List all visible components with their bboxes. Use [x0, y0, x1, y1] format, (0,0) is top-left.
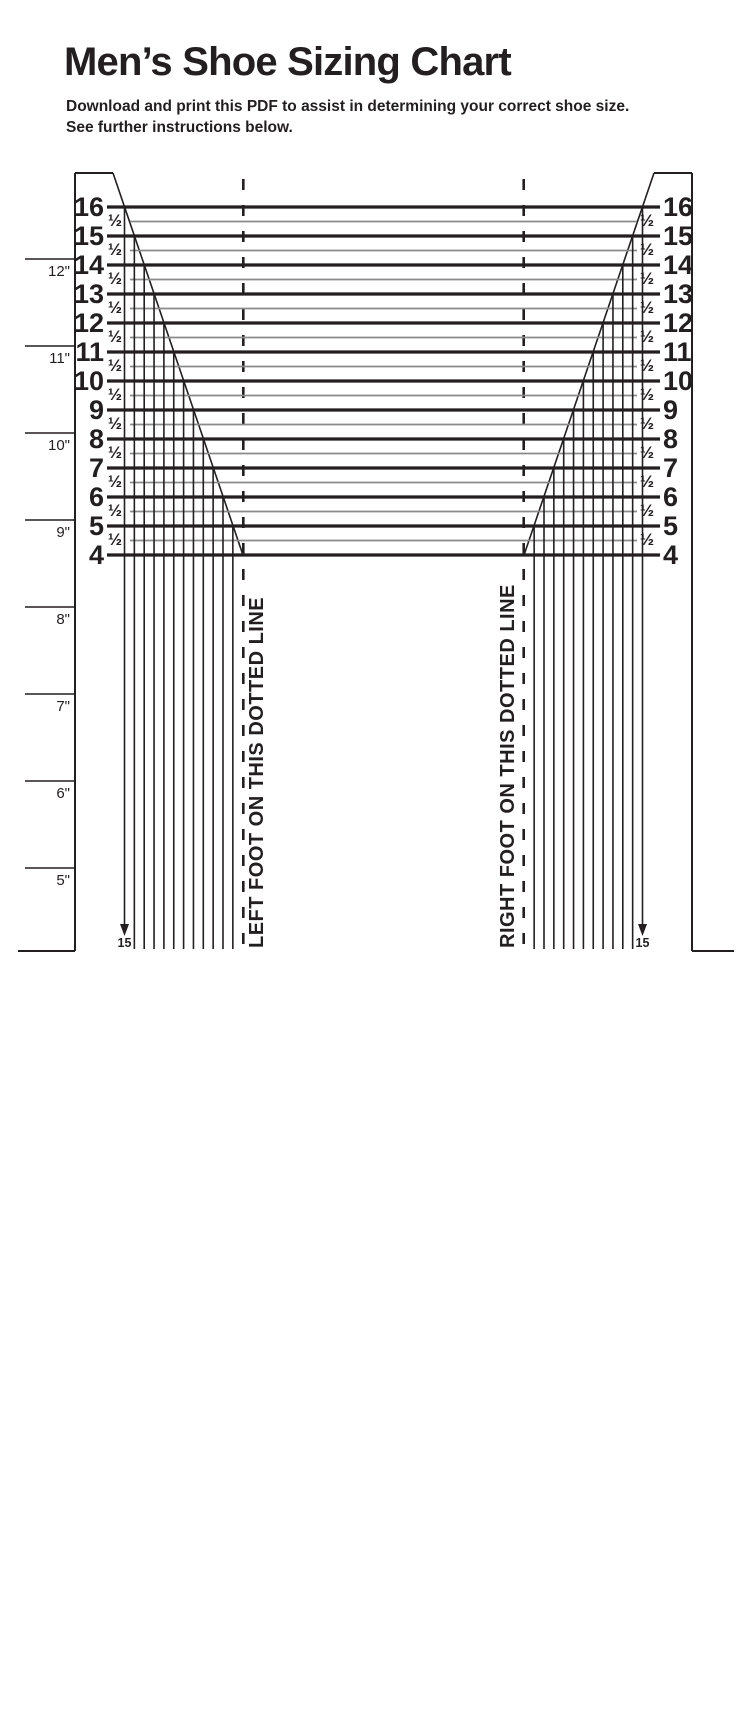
inch-label: 9"	[56, 524, 70, 541]
size-label-left: 7	[88, 453, 104, 483]
size-label-left: 9	[88, 395, 104, 425]
inch-label: 11"	[49, 350, 70, 367]
arrow-size-label: 15	[117, 936, 132, 950]
left-foot-dotted-line-label: LEFT FOOT ON THIS DOTTED LINE	[246, 596, 268, 948]
half-size-label-left: ½	[107, 500, 123, 520]
arrow-size-label: 15	[635, 936, 650, 950]
size-label-left: 14	[73, 250, 104, 280]
half-size-label-left: ½	[107, 297, 123, 317]
size-label-right: 8	[663, 424, 679, 454]
inch-label: 10"	[47, 437, 70, 454]
inch-label: 8"	[56, 611, 70, 628]
size-label-left: 6	[88, 482, 104, 512]
size-label-right: 6	[663, 482, 679, 512]
page-title: Men’s Shoe Sizing Chart	[64, 40, 511, 84]
half-size-label-right: ½	[639, 297, 655, 317]
size-label-right: 9	[663, 395, 679, 425]
half-size-label-left: ½	[107, 239, 123, 259]
size-label-right: 12	[663, 308, 694, 338]
size-label-left: 15	[73, 221, 104, 251]
size-label-left: 11	[75, 337, 104, 367]
half-size-label-right: ½	[639, 268, 655, 288]
size-label-right: 11	[663, 337, 692, 367]
half-size-label-right: ½	[639, 442, 655, 462]
size-label-right: 14	[663, 250, 694, 280]
size-label-left: 10	[73, 366, 104, 396]
size-label-right: 5	[663, 511, 679, 541]
size-label-right: 15	[663, 221, 694, 251]
half-size-label-left: ½	[107, 384, 123, 404]
size-label-left: 4	[88, 540, 104, 570]
half-size-label-left: ½	[107, 529, 123, 549]
size-label-left: 5	[88, 511, 104, 541]
half-size-label-left: ½	[107, 355, 123, 375]
half-size-label-right: ½	[639, 529, 655, 549]
inch-label: 12"	[47, 263, 70, 280]
half-size-label-left: ½	[107, 210, 123, 230]
half-size-label-left: ½	[107, 471, 123, 491]
size-label-right: 13	[663, 279, 694, 309]
half-size-label-right: ½	[639, 326, 655, 346]
size-label-left: 13	[73, 279, 104, 309]
inch-label: 5"	[56, 872, 70, 889]
size-label-right: 7	[663, 453, 679, 483]
size-label-right: 4	[663, 540, 679, 570]
size-label-right: 16	[663, 192, 694, 222]
half-size-label-left: ½	[107, 326, 123, 346]
half-size-label-left: ½	[107, 268, 123, 288]
subtitle-line-1: Download and print this PDF to assist in determining your correct shoe size.	[66, 98, 630, 115]
half-size-label-left: ½	[107, 413, 123, 433]
half-size-label-right: ½	[639, 384, 655, 404]
half-size-label-right: ½	[639, 413, 655, 433]
size-label-left: 16	[73, 192, 104, 222]
inch-label: 6"	[56, 785, 70, 802]
size-label-left: 12	[73, 308, 104, 338]
half-size-label-right: ½	[639, 210, 655, 230]
half-size-label-right: ½	[639, 471, 655, 491]
half-size-label-right: ½	[639, 239, 655, 259]
size-label-left: 8	[88, 424, 104, 454]
size-label-right: 10	[663, 366, 694, 396]
right-foot-dotted-line-label: RIGHT FOOT ON THIS DOTTED LINE	[497, 584, 519, 948]
half-size-label-right: ½	[639, 500, 655, 520]
inch-label: 7"	[56, 698, 70, 715]
subtitle-line-2: See further instructions below.	[66, 119, 293, 136]
half-size-label-right: ½	[639, 355, 655, 375]
half-size-label-left: ½	[107, 442, 123, 462]
